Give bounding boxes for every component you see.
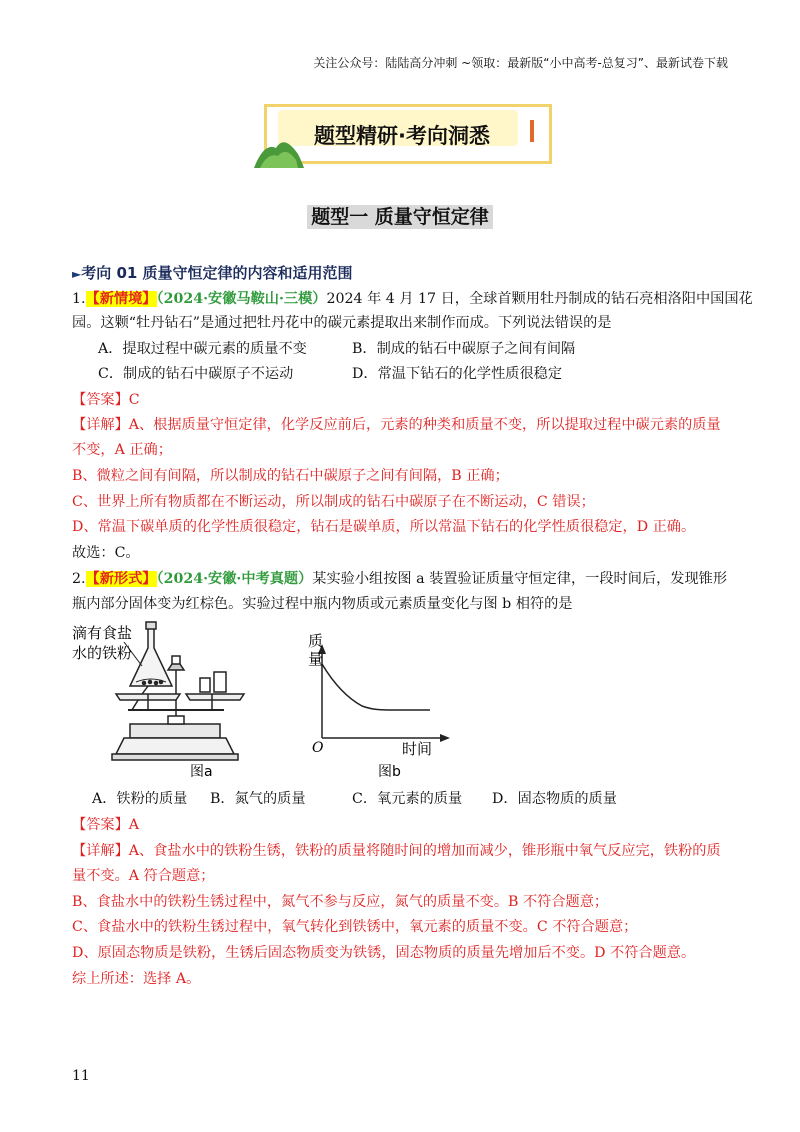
q2-option-b: B．氮气的质量 [210, 791, 306, 807]
q2-detail-line: 【详解】A、食盐水中的铁粉生锈，铁粉的质量将随时间的增加而减少，锥形瓶中氧气反应完，铁粉的质 [72, 843, 721, 859]
section-title: 题型一 质量守恒定律 [0, 202, 800, 229]
graph-b [318, 644, 450, 742]
q1-stem-line1: 1.【新情境】（2024·安徽马鞍山·三模）2024 年 4 月 17 日，全球首颗用牡丹制成的钻石亮相洛阳中国国花 [72, 291, 753, 307]
q2-detail-line: 量不变。A 符合题意； [72, 868, 215, 884]
q2-detail-line: D、原固态物质是铁粉，生锈后固态物质变为铁锈，固态物质的质量先增加后不变。D 不符合题意。 [72, 945, 696, 961]
q2-stem-line1: 2.【新形式】（2024·安徽·中考真题）某实验小组按图 a 装置验证质量守恒定律，一段时间后，发现锥形 [72, 571, 728, 587]
page-number: 11 [72, 1068, 90, 1084]
origin-label: O [312, 740, 324, 756]
q1-option-b: B．制成的钻石中碳原子之间有间隔 [352, 341, 576, 357]
q2-detail-line: B、食盐水中的铁粉生锈过程中，氮气不参与反应，氮气的质量不变。B 不符合题意； [72, 894, 609, 910]
q1-option-d: D．常温下钻石的化学性质很稳定 [352, 366, 563, 382]
q2-answer: 【答案】A [72, 817, 139, 833]
label-iron-powder: 水的铁粉 [72, 644, 133, 662]
triangle-icon: ► [72, 267, 82, 281]
q2-figure [72, 620, 452, 780]
q1-answer: 【答案】C [72, 392, 140, 408]
q2-option-d: D．固态物质的质量 [492, 791, 617, 807]
ylabel: 质 [308, 632, 324, 650]
q1-detail-line: C、世界上所有物质都在不断运动，所以制成的钻石中碳原子在不断运动，C 错误； [72, 494, 595, 510]
banner [254, 104, 550, 166]
q1-detail-line: 【详解】A、根据质量守恒定律，化学反应前后，元素的种类和质量不变，所以提取过程中碳元素的质量 [72, 417, 721, 433]
page-header: 关注公众号：陆陆高分冲刺 ~领取：最新版“小中高考-总复习”、最新试卷下载 [313, 56, 728, 70]
q2-stem-line2: 瓶内部分固体变为红棕色。实验过程中瓶内物质或元素质量变化与图 b 相符的是 [72, 596, 573, 612]
xlabel: 时间 [402, 740, 433, 758]
q1-detail-line: 不变，A 正确； [72, 442, 172, 458]
label-iron-powder: 滴有食盐 [72, 624, 133, 642]
caption-b: 图b [378, 764, 401, 780]
q1-detail-line: B、微粒之间有间隔，所以制成的钻石中碳原子之间有间隔，B 正确； [72, 468, 509, 484]
q1-stem-line2: 园。这颗“牡丹钻石”是通过把牡丹花中的碳元素提取出来制作而成。下列说法错误的是 [72, 315, 612, 331]
ylabel: 量 [308, 650, 324, 668]
banner-title: 题型精研·考向洞悉 [314, 124, 490, 148]
q2-detail-line: C、食盐水中的铁粉生锈过程中，氧气转化到铁锈中，氧元素的质量不变。C 不符合题意； [72, 919, 638, 935]
q1-detail-line: D、常温下碳单质的化学性质很稳定，钻石是碳单质，所以常温下钻石的化学性质很稳定，D 正确。 [72, 519, 696, 535]
q2-detail-line: 综上所述：选择 A。 [72, 971, 201, 987]
caption-a: 图a [190, 764, 213, 780]
q1-option-c: C．制成的钻石中碳原子不运动 [98, 366, 294, 382]
balance-and-graph-figure [72, 620, 452, 780]
q1-option-a: A．提取过程中碳元素的质量不变 [98, 341, 307, 357]
q2-option-c: C．氧元素的质量 [352, 791, 463, 807]
kaoxiang-heading: ►考向 01 质量守恒定律的内容和适用范围 [72, 264, 353, 282]
q1-detail-line: 故选：C。 [72, 545, 140, 561]
q2-option-a: A．铁粉的质量 [92, 791, 188, 807]
mass-curve [322, 664, 430, 710]
balance-apparatus [112, 622, 244, 760]
